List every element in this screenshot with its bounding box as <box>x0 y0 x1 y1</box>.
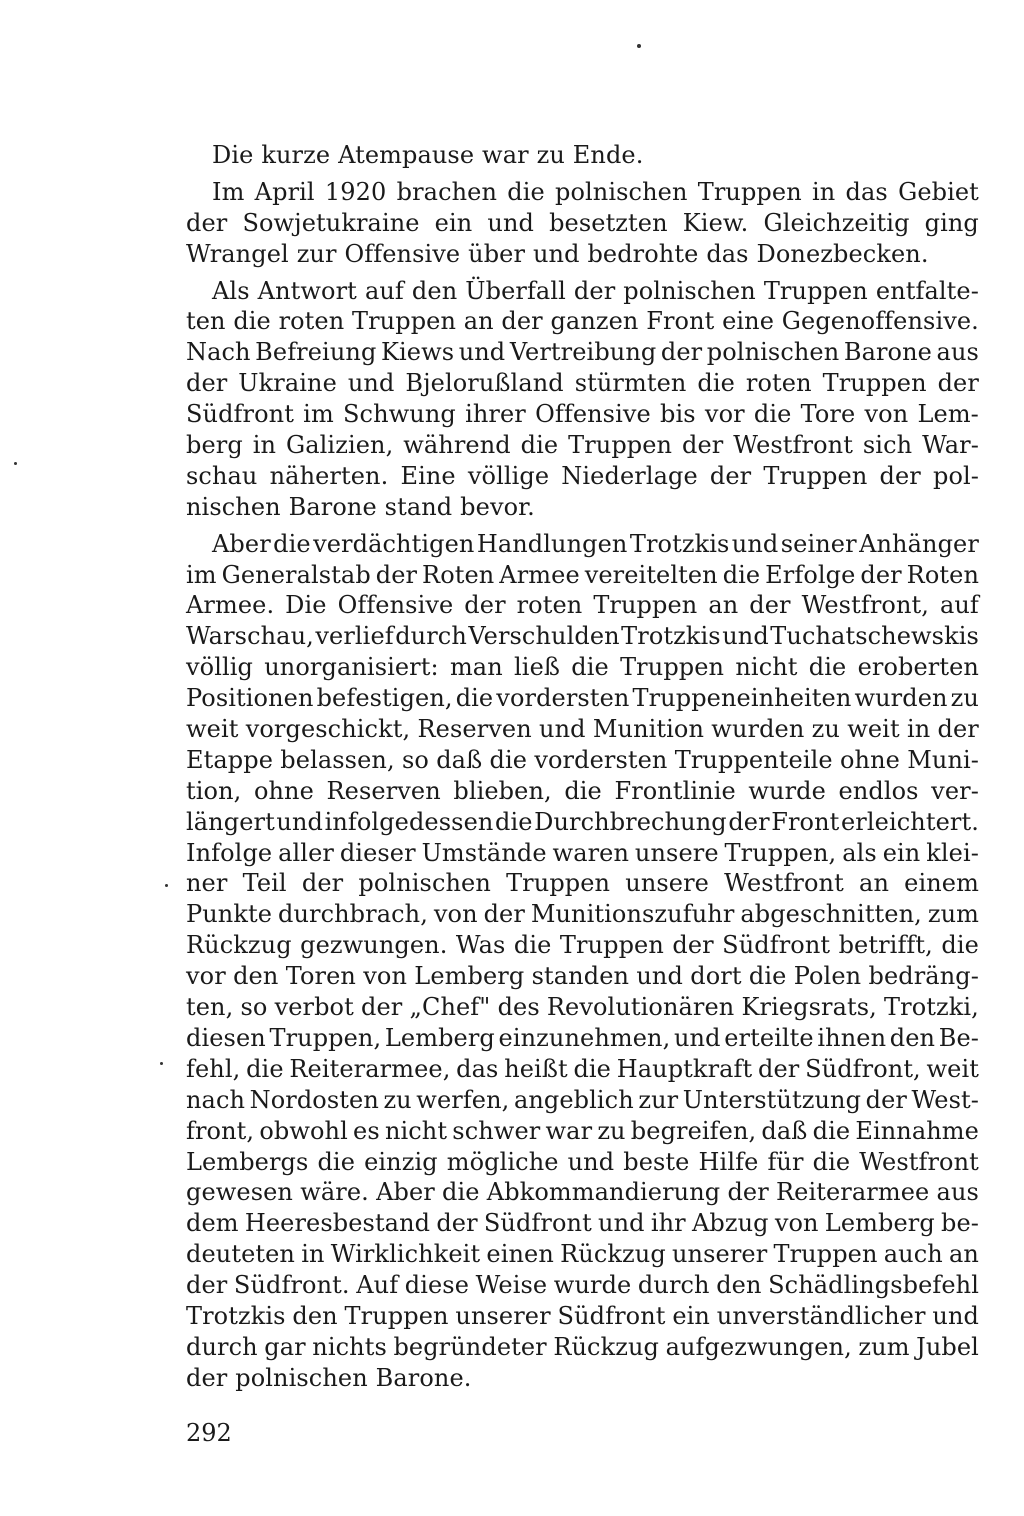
page-number: 292 <box>186 1419 232 1447</box>
text-line: vor den Toren von Lemberg standen und dort die Polen bedräng- <box>186 962 979 991</box>
text-line: Warschau, verlief durch Verschulden Trotzkis und Tuchatschewskis <box>186 622 979 651</box>
text-line: der Südfront. Auf diese Weise wurde durch den Schädlingsbefehl <box>186 1271 979 1300</box>
text-line: Armee. Die Offensive der roten Truppen an der Westfront, auf <box>186 591 979 620</box>
text-line: Lembergs die einzig mögliche und beste Hilfe für die Westfront <box>186 1147 979 1176</box>
text-line: ner Teil der polnischen Truppen unsere Westfront an einem <box>186 869 979 898</box>
text-line: Im April 1920 brachen die polnischen Truppen in das Gebiet <box>212 177 979 206</box>
text-line: Wrangel zur Offensive über und bedrohte das Donezbecken. <box>186 239 929 268</box>
text-line: gewesen wäre. Aber die Abkommandierung der Reiterarmee aus <box>186 1178 979 1207</box>
text-line: der Sowjetukraine ein und besetzten Kiew. Gleichzeitig ging <box>186 208 979 237</box>
text-line: Als Antwort auf den Überfall der polnischen Truppen entfalte- <box>212 276 979 305</box>
text-line: der polnischen Barone. <box>186 1363 472 1392</box>
text-line: front, obwohl es nicht schwer war zu begreifen, daß die Einnahme <box>186 1116 979 1145</box>
text-line: durch gar nichts begründeter Rückzug aufgezwungen, zum Jubel <box>186 1332 979 1361</box>
text-line: Etappe belassen, so daß die vordersten Truppenteile ohne Muni- <box>186 745 979 774</box>
text-line: nischen Barone stand bevor. <box>186 492 535 521</box>
text-line: Rückzug gezwungen. Was die Truppen der Südfront betrifft, die <box>186 931 979 960</box>
text-line: tion, ohne Reserven blieben, die Frontlinie wurde endlos ver- <box>186 776 979 805</box>
text-line: fehl, die Reiterarmee, das heißt die Hauptkraft der Südfront, weit <box>186 1054 979 1083</box>
text-line: Infolge aller dieser Umstände waren unsere Truppen, als ein klei- <box>186 838 979 867</box>
print-speck <box>637 44 641 48</box>
text-line: Nach Befreiung Kiews und Vertreibung der polnischen Barone aus <box>186 338 979 367</box>
text-line: Aber die verdächtigen Handlungen Trotzkis und seiner Anhänger <box>212 529 979 558</box>
print-speck <box>14 462 17 465</box>
paragraph <box>186 529 979 1394</box>
text-line: weit vorgeschickt, Reserven und Munition wurden zu weit in der <box>186 715 979 744</box>
text-line: Trotzkis den Truppen unserer Südfront ein unverständlicher und <box>186 1301 979 1330</box>
paragraph <box>186 177 979 270</box>
text-line: längert und infolgedessen die Durchbrechung der Front erleichtert. <box>186 807 979 836</box>
text-line: dem Heeresbestand der Südfront und ihr Abzug von Lemberg be- <box>186 1209 979 1238</box>
text-line: berg in Galizien, während die Truppen der Westfront sich War- <box>186 431 979 460</box>
paragraph <box>186 140 979 171</box>
text-line: Südfront im Schwung ihrer Offensive bis vor die Tore von Lem- <box>186 400 979 429</box>
text-line: ten die roten Truppen an der ganzen Front eine Gegenoffensive. <box>186 307 979 336</box>
text-line: ten, so verbot der „Chef" des Revolutionären Kriegsrats, Trotzki, <box>186 993 979 1022</box>
body-text <box>186 140 979 1400</box>
text-line: deuteten in Wirklichkeit einen Rückzug unserer Truppen auch an <box>186 1240 979 1269</box>
text-line: der Ukraine und Bjelorußland stürmten die roten Truppen der <box>186 369 979 398</box>
paragraph <box>186 276 979 523</box>
print-speck <box>165 884 168 887</box>
text-line: schau näherten. Eine völlige Niederlage der Truppen der pol- <box>186 461 979 490</box>
text-line: im Generalstab der Roten Armee vereitelten die Erfolge der Roten <box>186 560 979 589</box>
text-line: völlig unorganisiert: man ließ die Truppen nicht die eroberten <box>186 653 979 682</box>
print-speck <box>160 1062 163 1065</box>
text-line: diesen Truppen, Lemberg einzunehmen, und erteilte ihnen den Be- <box>186 1023 979 1052</box>
text-line: nach Nordosten zu werfen, angeblich zur Unterstützung der West- <box>186 1085 979 1114</box>
text-line: Positionen befestigen, die vordersten Truppeneinheiten wurden zu <box>186 684 979 713</box>
text-line: Punkte durchbrach, von der Munitionszufuhr abgeschnitten, zum <box>186 900 979 929</box>
text-line: Die kurze Atempause war zu Ende. <box>212 141 644 169</box>
